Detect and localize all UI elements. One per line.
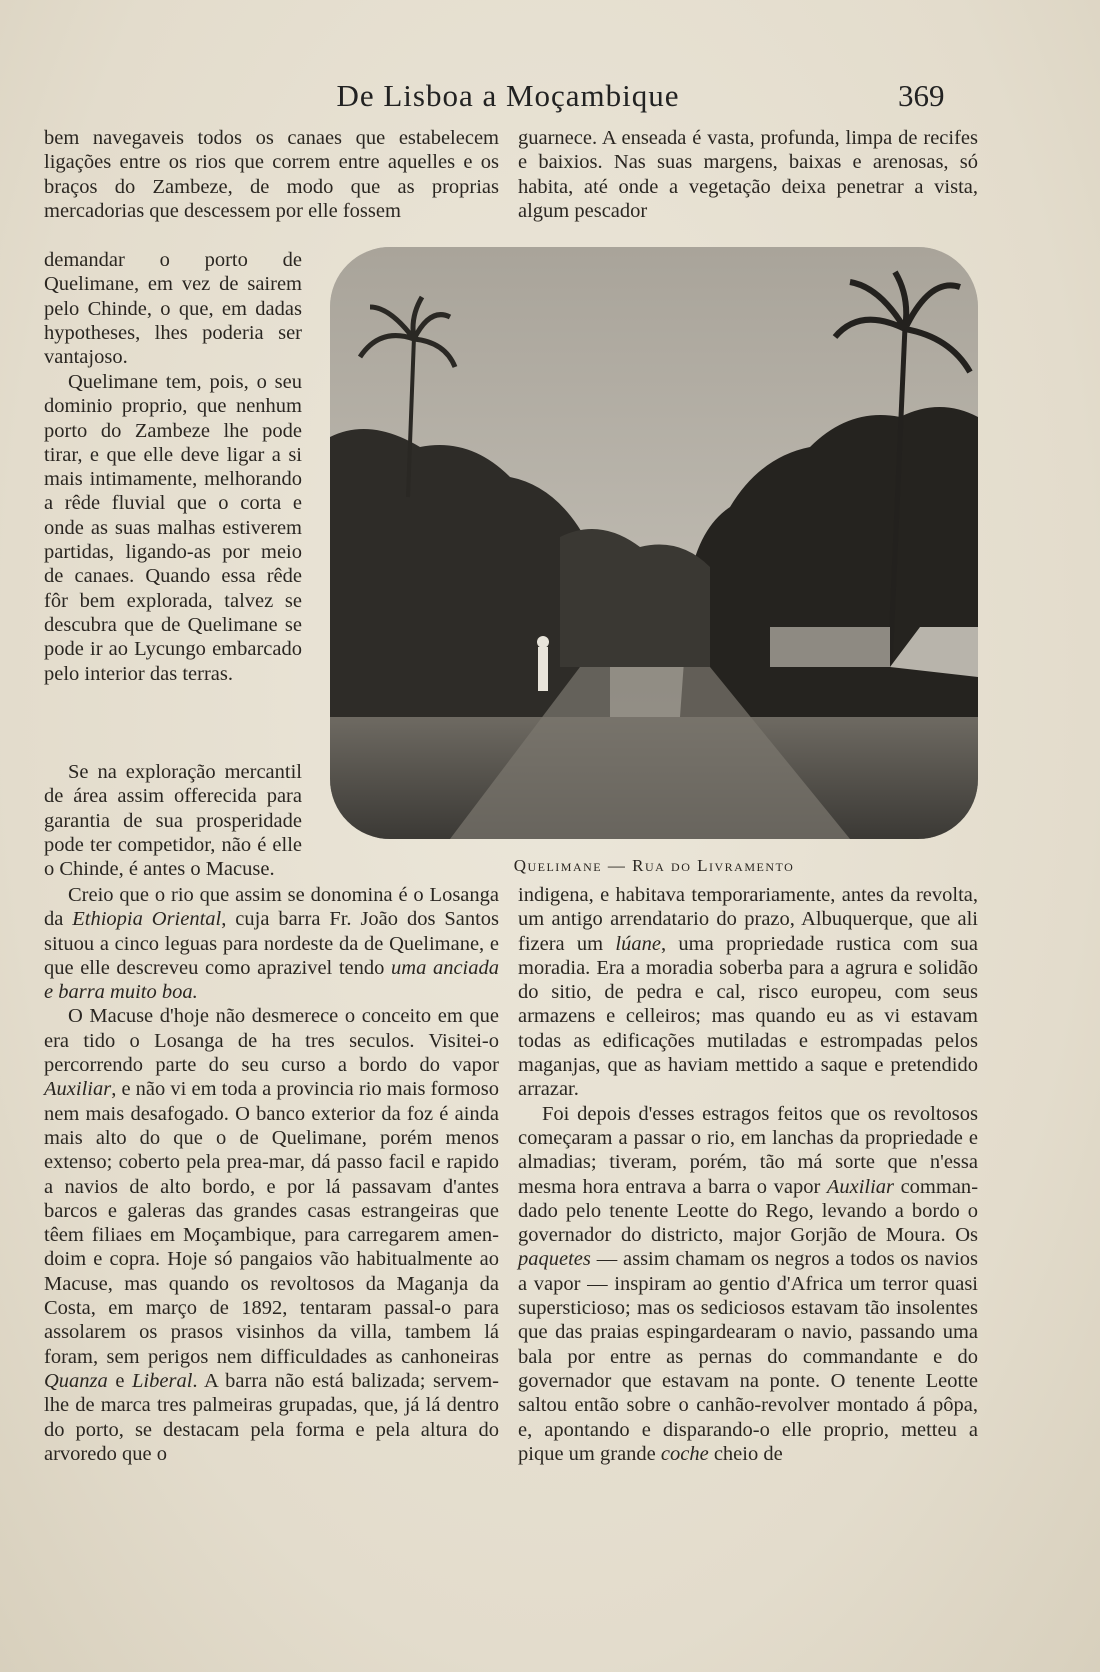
paragraph-left-narrow-2: Quelimane tem, pois, o seu dominio proprio, que nenhum porto do Zambeze lhe pode tirar, e que elle deve ligar a si mais intimamente, melhorando a rêde fluvial que o corta e onde as suas malhas estiverem partidas, ligando-as por meio de canaes. Quando essa rêde fôr bem explorada, talvez se descubra que de Quelimane se pode ir ao Lycungo embarcado pelo interior das terras. — [44, 371, 302, 685]
italic-ship-name: Quanza — [44, 1369, 108, 1392]
paragraph-revoltosos — [518, 1102, 978, 1466]
italic-term: paquetes — [518, 1248, 591, 1271]
page-number: 369 — [898, 78, 945, 113]
italic-ship-name: Auxiliar — [826, 1175, 895, 1198]
paragraph-left-top: bem navegaveis todos os canaes que estabelecem ligações entre os rios que correm entre aquelles e os braços do Zambeze, de modo que as proprias mercadorias que descessem por elle fossem — [44, 127, 499, 222]
italic-ship-name: Liberal — [132, 1369, 193, 1392]
text-run: commandado pelo tenente Leotte do Rego, levando a bordo o governador do districto, major Gorjão de Moura. Os — [518, 1175, 979, 1247]
text-run: indigena, e habitava temporariamente, antes da revolta, um antigo arrendatario do prazo, Albuquerque, que ali fizera um — [518, 884, 978, 955]
text-run: O Macuse d'hoje não desmerece o conceito em que era tido o Losanga de ha tres seculos. Visitei-o percorrendo parte do seu curso a bordo do vapor — [44, 1005, 499, 1077]
paragraph-macuse — [44, 1004, 499, 1466]
text-run: e — [107, 1369, 133, 1392]
text-run: — assim chamam os negros a todos os navios a vapor — inspiram ao gentio d'Africa um terror quasi supersticioso; mas os sediciosos estavam tão insolentes que das praias espingardearam o navio, passando uma bala por entre as pernas do commandante e do governador que estavam na ponte. O tenente Leotte saltou então sobre o canhão-revolver montado á pôpa, e, apontando e disparando-o elle proprio, metteu a pique um grande — [518, 1248, 978, 1465]
running-title: De Lisboa a Moçambique — [336, 78, 680, 113]
italic-term: coche — [660, 1442, 709, 1465]
italic-term: lúane — [615, 932, 661, 955]
text-run: , e não vi em toda a provincia rio mais formoso nem mais desafogado. O banco exterior da foz é ainda mais alto do que o de Quelimane, porém menos extenso; coberto pela prea-mar, dá passo facil e rapido a navios de alto bordo, e por lá passavam d'antes barcos e galeras das grandes casas estrangeiras que têem filiaes em Moçambique, para carregarem amendoim e copra. Hoje só pangaios vão habitualmente ao Macuse, mas quando os revoltosos da Maganja da Costa, em março de 1892, tentaram passal-o para assolarem os prasos visinhos da villa, tambem lá foram, sem perigos nem difficuldades as canhoneiras — [44, 1078, 499, 1368]
text-run: Foi depois d'esses estragos feitos que os revoltosos começaram a passar o rio, em lanchas da propriedade e almadias; tiveram, porém, tão má sorte que n'essa mesma hora entrava a barra o vapor — [518, 1102, 978, 1198]
italic-title: Ethiopia Oriental — [72, 908, 222, 931]
italic-quote: uma anciada e barra muito boa. — [44, 956, 499, 1004]
text-run: cheio de — [708, 1442, 783, 1465]
paragraph-left-narrow-3: Se na exploração mercantil de área assim offerecida para garantia de sua prosperidade pode ter competidor, não é elle o Chinde, é antes o Macuse. — [44, 761, 302, 881]
paragraph-losanga — [44, 883, 499, 1004]
text-run: , uma propriedade rustica com sua moradia. Era a moradia soberba para a agrura e solidão do sitio, de pedra e cal, risco europeu, com seus armazens e celleiros; mas quando eu as vi estavam todas as edificações mutiladas e estrompadas pelos maganjas, que as haviam mettido a saque e pretendido arrazar. — [518, 932, 978, 1101]
paragraph-left-narrow-1: demandar o porto de Quelimane, em vez de sairem pelo Chinde, o que, em dadas hypotheses, lhes poderia ser vantajoso. — [44, 249, 302, 369]
text-run: , cuja barra Fr. João dos Santos situou a cinco leguas para nordeste da de Quelimane, e que elle descreveu como aprazivel tendo — [44, 908, 499, 979]
text-run: Creio que o rio que assim se donomina é o Losanga da — [44, 884, 499, 931]
paragraph-indigena — [518, 883, 978, 1102]
right-column-bottom — [518, 883, 978, 1466]
text-run: . A barra não está balizada; servem-lhe de marca tres palmeiras grupadas, que, já lá dentro do porto, se destacam pela forma e pela altura do arvoredo que o — [44, 1369, 499, 1465]
figure-caption: Quelimane — Rua do Livramento — [513, 856, 795, 875]
paragraph-right-top: guarnece. A enseada é vasta, profunda, limpa de recifes e baixios. Nas suas margens, baixas e arenosas, só habita, até onde a vegetação deixa penetrar a vista, algum pescador — [518, 127, 978, 222]
photograph-street-scene — [330, 247, 978, 839]
italic-ship-name: Auxiliar — [44, 1078, 112, 1101]
left-column-bottom — [44, 883, 499, 1466]
